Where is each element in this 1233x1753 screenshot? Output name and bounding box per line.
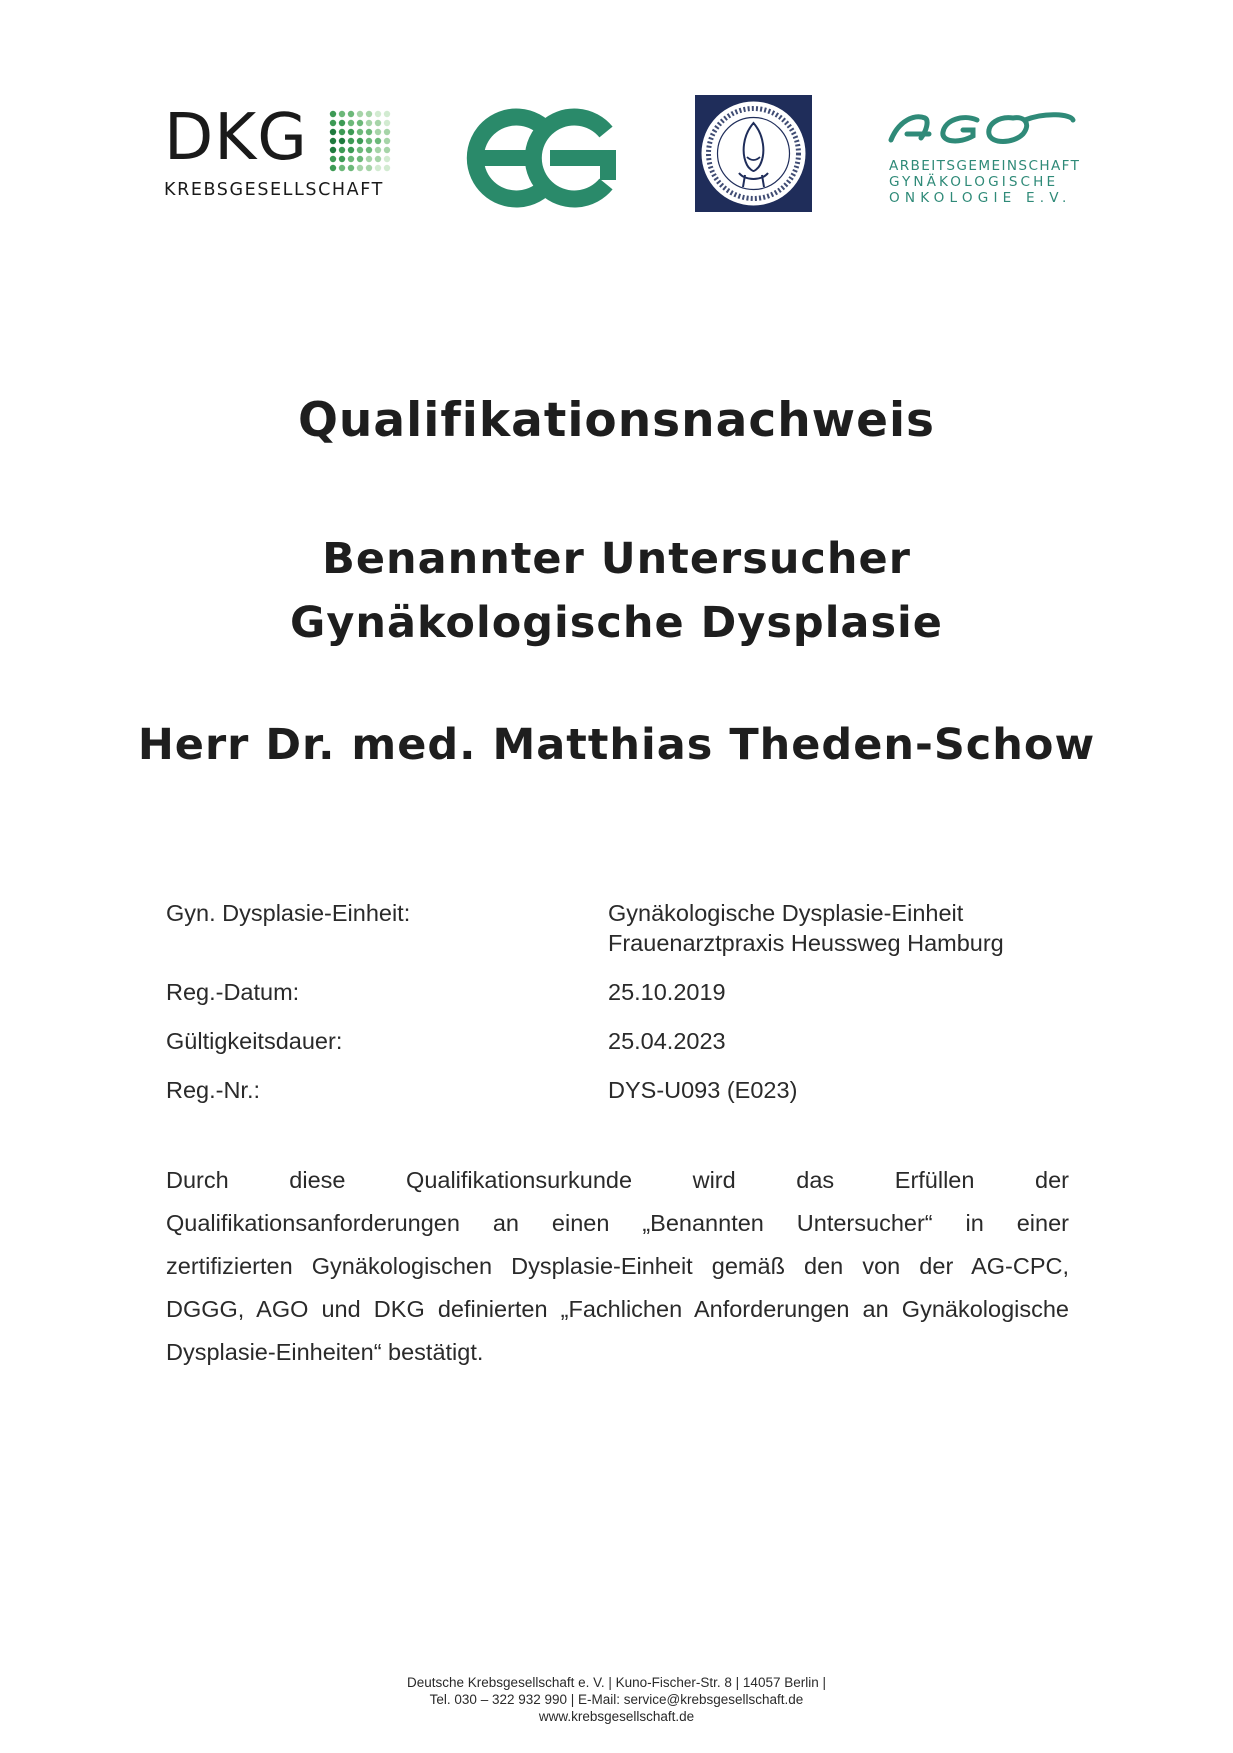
dkg-logo bbox=[164, 101, 396, 204]
person-name: Herr Dr. med. Matthias Theden-Schow bbox=[137, 720, 1096, 770]
reg-date-label: Reg.-Datum: bbox=[166, 979, 300, 1005]
paragraph-line-4: DGGG, AGO und DKG definierten „Fachlichen Anforderungen an Gynäkologische bbox=[166, 1296, 1069, 1322]
unit-value-line-1: Gynäkologische Dysplasie-Einheit bbox=[608, 900, 964, 926]
ag-cpc-logo bbox=[695, 95, 812, 212]
ago-logo-line-3: ONKOLOGIE E.V. bbox=[889, 190, 1072, 206]
dkg-logo-word: DKG bbox=[164, 101, 308, 175]
certification-paragraph bbox=[166, 1159, 1069, 1374]
ag-cpc-seal-icon bbox=[695, 95, 812, 212]
paragraph-line-2: Qualifikationsanforderungen an einen „Benannten Untersucher“ in einer bbox=[166, 1210, 1069, 1236]
validity-label: Gültigkeitsdauer: bbox=[166, 1028, 343, 1054]
dggg-gg-icon bbox=[462, 104, 620, 210]
footer-address: Deutsche Krebsgesellschaft e. V. | Kuno-Fischer-Str. 8 | 14057 Berlin | bbox=[407, 1675, 826, 1690]
dkg-dots-icon bbox=[329, 110, 391, 172]
document-subtitle-line-2: Gynäkologische Dysplasie bbox=[290, 598, 943, 648]
footer-contact: Tel. 030 – 322 932 990 | E-Mail: service@krebsgesellschaft.de bbox=[429, 1692, 804, 1707]
reg-date-value: 25.10.2019 bbox=[608, 979, 726, 1005]
dggg-logo bbox=[462, 104, 620, 210]
reg-no-value: DYS-U093 (E023) bbox=[608, 1077, 798, 1103]
paragraph-line-3: zertifizierten Gynäkologischen Dysplasie-Einheit gemäß den von der AG-CPC, bbox=[166, 1253, 1069, 1279]
unit-value-line-2: Frauenarztpraxis Heussweg Hamburg bbox=[608, 930, 1004, 956]
unit-label: Gyn. Dysplasie-Einheit: bbox=[166, 900, 411, 926]
footer-website-link[interactable]: www.krebsgesellschaft.de bbox=[538, 1709, 695, 1724]
ago-logo bbox=[885, 110, 1080, 210]
dkg-logo-subtitle: KREBSGESELLSCHAFT bbox=[164, 180, 384, 200]
validity-value: 25.04.2023 bbox=[608, 1028, 726, 1054]
reg-no-label: Reg.-Nr.: bbox=[166, 1077, 261, 1103]
ago-script-icon bbox=[885, 110, 1080, 150]
ago-logo-line-1: ARBEITSGEMEINSCHAFT bbox=[889, 158, 1081, 174]
document-title: Qualifikationsnachweis bbox=[297, 393, 936, 448]
ago-logo-line-2: GYNÄKOLOGISCHE bbox=[889, 174, 1059, 190]
paragraph-line-5: Dysplasie-Einheiten“ bestätigt. bbox=[166, 1339, 484, 1365]
document-subtitle-line-1: Benannter Untersucher bbox=[322, 534, 911, 584]
paragraph-line-1: Durch diese Qualifikationsurkunde wird das Erfüllen der bbox=[166, 1167, 1069, 1193]
